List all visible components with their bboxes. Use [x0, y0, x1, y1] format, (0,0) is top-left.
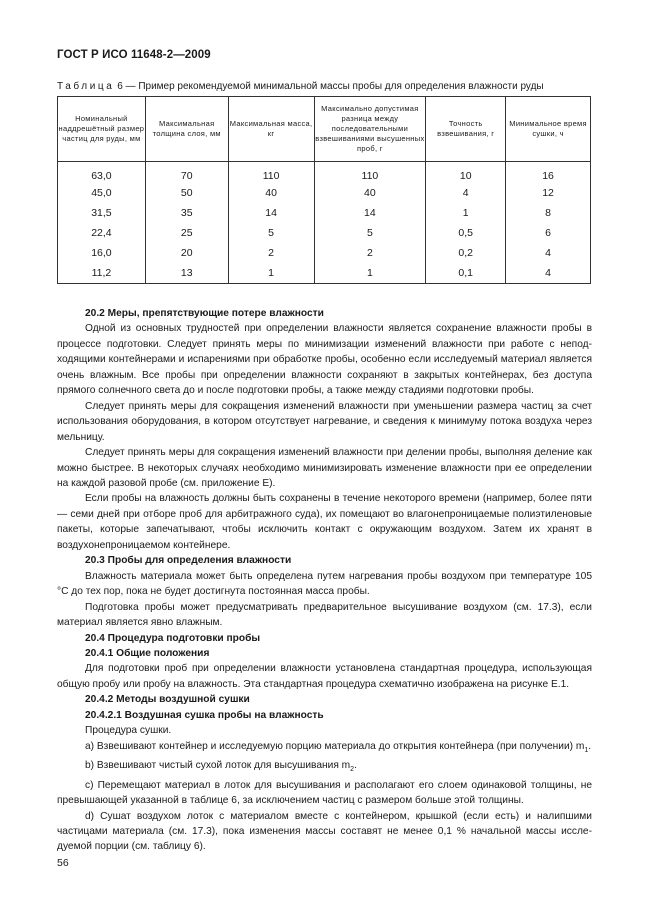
- table-cell: 0,1: [426, 263, 506, 284]
- table-cell: 2: [228, 243, 314, 263]
- table-cell: 4: [426, 183, 506, 203]
- col-header: Максимальная масса, кг: [228, 97, 314, 162]
- paragraph: Для подготовки проб при определении влажности установлена стандартная процедура, использующая общую пробу или пробу на влажность. Эта стандартная процедура схематично изображена на рисунке Е.1.: [57, 663, 592, 690]
- table-cell: 11,2: [58, 263, 146, 284]
- col-header: Номинальный наддрешётный размер частиц для руды, мм: [58, 97, 146, 162]
- table-cell: 10: [426, 162, 506, 184]
- section-heading: 20.4.2.1 Воздушная сушка пробы на влажность: [85, 709, 324, 721]
- list-item: c) Перемещают материал в лоток для высушивания и располагают его слоем одинаковой толщины, не превышающей указанной в таблице 6, за исключением частиц с размером больше этой толщины.: [57, 779, 592, 807]
- table-cell: 40: [314, 183, 426, 203]
- section-heading: 20.4.1 Общие положения: [85, 647, 210, 659]
- table-cell: 40: [228, 183, 314, 203]
- section-heading: 20.4.2 Методы воздушной сушки: [85, 694, 250, 706]
- section-heading: 20.3 Пробы для определения влажности: [85, 555, 292, 567]
- table-cell: 63,0: [58, 162, 146, 184]
- table-cell: 4: [506, 263, 591, 284]
- list-item: a) Взвешивают контейнер и исследуемую порцию материала до открытия контейнера (при получении) $m_1$.: [85, 740, 592, 754]
- list-item: d) Сушат воздухом лоток с материалом вместе с контейнером, крышкой (если есть) и налипшими частицами материала (см. 17.3), пока изменения массы составят не менее 0,1 % начальной массы исследуемой порции (см. таблицу 6).: [57, 810, 592, 853]
- col-header: Максимальная толщина слоя, мм: [145, 97, 228, 162]
- table-caption: [57, 81, 597, 92]
- table-cell: 8: [506, 203, 591, 223]
- table-cell: 16,0: [58, 243, 146, 263]
- table-cell: 50: [145, 183, 228, 203]
- table-cell: 1: [228, 263, 314, 284]
- table-cell: 70: [145, 162, 228, 184]
- table-cell: 12: [506, 183, 591, 203]
- table-cell: 0,2: [426, 243, 506, 263]
- table-row: [58, 183, 591, 203]
- col-header: Точность взвешивания, г: [426, 97, 506, 162]
- table-cell: 13: [145, 263, 228, 284]
- table-cell: 4: [506, 243, 591, 263]
- table-cell: 1: [426, 203, 506, 223]
- paragraph: Одной из основных трудностей при определении влажности является сохранение влажности пробы в процессе подготовки. Следует принять меры по минимизации изменений влажности при работе с неподходящими контейнерами и испарениями при обработке пробы, особенно если исследуемый материал является очень влажным. Все пробы при определении влажности сохраняют в закрытых контейнерах, без доступа прямого солнечного света до и после подготовки пробы, а также между стадиями подготовки пробы.: [57, 323, 592, 397]
- section-heading: 20.4 Процедура подготовки пробы: [85, 632, 261, 644]
- table-cell: 5: [228, 223, 314, 243]
- table-row: [58, 243, 591, 263]
- table-cell: 110: [228, 162, 314, 184]
- table-caption-title: 6 — Пример рекомендуемой минимальной массы пробы для определения влажности руды: [114, 81, 544, 92]
- table-cell: 2: [314, 243, 426, 263]
- table-row: [58, 162, 591, 184]
- table-cell: 45,0: [58, 183, 146, 203]
- table-cell: 5: [314, 223, 426, 243]
- table-cell: 31,5: [58, 203, 146, 223]
- table-header-row: [58, 97, 591, 162]
- col-header: Максимально допустимая разница между последовательными взвешиваниями высушенных проб, г: [314, 97, 426, 162]
- moisture-sample-table: [57, 96, 591, 284]
- page-number: 56: [57, 857, 69, 869]
- table-cell: 25: [145, 223, 228, 243]
- paragraph: Если пробы на влажность должны быть сохранены в течение некоторого времени (например, более пяти — семи дней при отборе проб для арбитражного суда), их помещают во влагонепроницаемые полиэтиленовые пакеты, которые запечатывают, чтобы исключить контакт с окружающим воздухом. Затем их хранят в воздухонепроницаемом контейнере.: [57, 493, 592, 551]
- list-item: b) Взвешивают чистый сухой лоток для высушивания $m_2$.: [85, 760, 357, 774]
- table-cell: 20: [145, 243, 228, 263]
- table-row: [58, 203, 591, 223]
- paragraph: Следует принять меры для сокращения изменений влажности при делении пробы, выполняя деление как можно быстрее. В некоторых случаях необходимо минимизировать изменение влажности при ее определении на каждой разовой пробе (см. приложение Е).: [57, 447, 592, 489]
- paragraph: Следует принять меры для сокращения изменений влажности при уменьшении размера частиц за счет использования оборудования, в котором отсутствует нагревание, и сведения к минимуму потока воздуха через мельницу.: [57, 400, 592, 443]
- table-cell: 14: [228, 203, 314, 223]
- paragraph: Процедура сушки.: [85, 725, 172, 737]
- section-heading: 20.2 Меры, препятствующие потере влажности: [85, 308, 324, 319]
- col-header: Минимальное время сушки, ч: [506, 97, 591, 162]
- paragraph: Подготовка пробы может предусматривать предварительное высушивание воздухом (см. 17.3), если материал является явно влажным.: [57, 601, 592, 629]
- document-header: ГОСТ Р ИСО 11648-2—2009: [57, 49, 211, 61]
- table-cell: 14: [314, 203, 426, 223]
- paragraph: Влажность материала может быть определена путем нагревания пробы воздухом при температуре 105 °С до тех пор, пока не будет достигнута постоянная масса пробы.: [57, 570, 592, 598]
- table-cell: 1: [314, 263, 426, 284]
- table-cell: 0,5: [426, 223, 506, 243]
- table-row: [58, 263, 591, 284]
- table-caption-label: Таблица: [57, 81, 115, 92]
- table-cell: 22,4: [58, 223, 146, 243]
- table-cell: 6: [506, 223, 591, 243]
- table-cell: 110: [314, 162, 426, 184]
- table-cell: 16: [506, 162, 591, 184]
- document-body: [57, 306, 592, 855]
- table-cell: 35: [145, 203, 228, 223]
- table-row: [58, 223, 591, 243]
